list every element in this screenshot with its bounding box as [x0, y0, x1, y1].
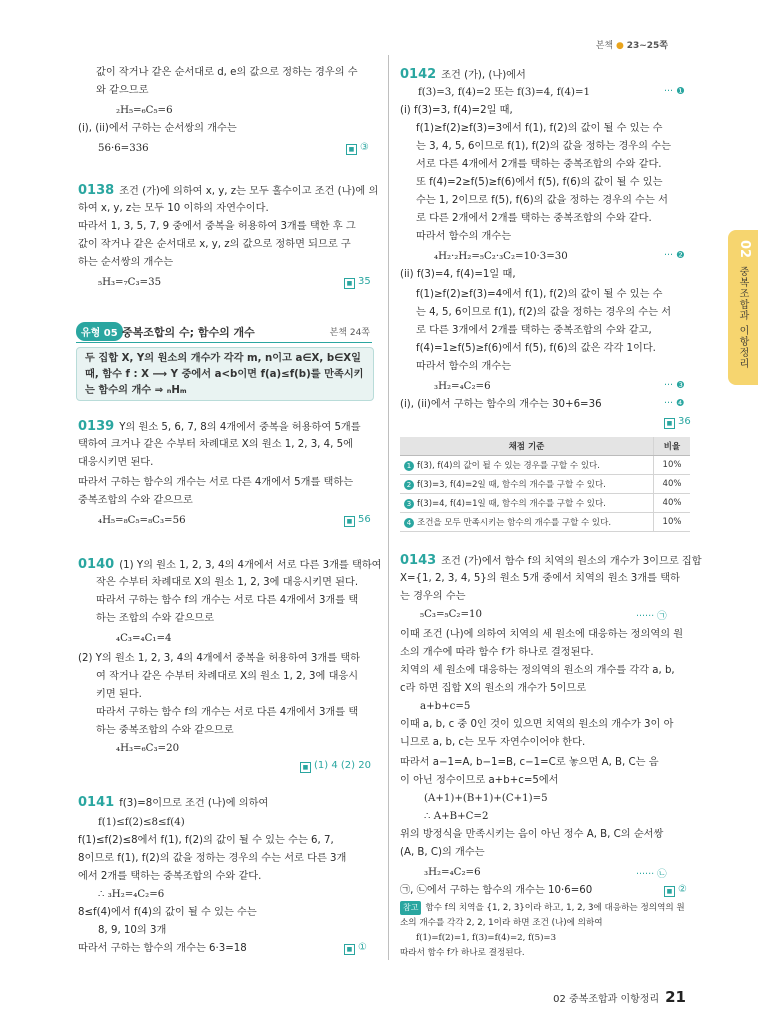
text-line: 조건 (가), (나)에서: [441, 70, 526, 81]
grading-criteria-text: f(3), f(4)의 값이 될 수 있는 경우를 구할 수 있다.: [417, 461, 600, 471]
text-line: 값이 작거나 같은 순서대로 x, y, z의 값으로 정하면 되므로 구: [78, 239, 351, 250]
problem-0138: [78, 184, 378, 199]
answer: [300, 760, 371, 773]
grading-header-criteria: 채점 기준: [400, 437, 654, 456]
answer-icon: ■: [344, 944, 355, 955]
step-marker: ······ ㉡: [636, 869, 667, 880]
note-line: 따라서 함수 f가 하나로 결정된다.: [400, 948, 525, 958]
grading-table: [400, 437, 690, 532]
footer-chapter: 02 중복조합과 이항정리: [553, 994, 660, 1005]
problem-0142: [400, 68, 526, 83]
problem-number: 0143: [400, 553, 437, 568]
text-line: 에서 2개를 택하는 중복조합의 수와 같다.: [78, 871, 262, 882]
type-header: [76, 322, 372, 340]
answer: [346, 142, 369, 155]
formula: (A+1)+(B+1)+(C+1)=5: [424, 793, 548, 804]
text-line: 대응시키면 된다.: [78, 457, 154, 468]
header-book-label: 본책: [595, 41, 614, 51]
text-line: (A, B, C)의 개수는: [400, 847, 485, 858]
text-line: 로 다른 2개에서 2개를 택하는 중복조합의 수와 같다.: [416, 213, 652, 224]
note-line: 소의 개수를 각각 2, 2, 1이라 하면 조건 (나)에 의하여: [400, 918, 603, 928]
text-line: 와 같으므로: [96, 85, 149, 96]
formula: f(3)=3, f(4)=2 또는 f(3)=4, f(4)=1: [418, 87, 590, 98]
grading-ratio: 10%: [654, 456, 691, 475]
text-line: 는 경우의 수는: [400, 591, 466, 602]
text-line: 니므로 a, b, c는 모두 자연수이어야 한다.: [400, 737, 586, 748]
step-marker: ··· ❶: [664, 86, 685, 97]
formula: ₄H₅=₈C₅=₈C₃=56: [98, 515, 186, 526]
formula: 56·6=336: [98, 143, 149, 154]
text-line: 작은 수부터 차례대로 X의 원소 1, 2, 3에 대응시키면 된다.: [96, 577, 359, 588]
text-line: 소의 개수에 따라 함수 f가 하나로 결정된다.: [400, 647, 594, 658]
grading-criteria-text: f(3)=3, f(4)=2일 때, 함수의 개수를 구할 수 있다.: [417, 480, 606, 490]
text-line: ㉠, ㉡에서 구하는 함수의 개수는 10·6=60: [400, 885, 593, 896]
text-line: 값이 작거나 같은 순서대로 d, e의 값으로 정하는 경우의 수: [96, 67, 358, 78]
text-line: f(4)=1≥f(5)≥f(6)에서 f(5), f(6)의 값은 각각 1이다.: [416, 343, 656, 354]
text-line: 는 4, 5, 6이므로 f(1), f(2)의 값을 정하는 경우의 수는 서: [416, 307, 672, 318]
text-line: 여 작거나 같은 수부터 차례대로 X의 원소 1, 2, 3에 대응시: [96, 671, 359, 682]
answer-value: ②: [678, 884, 687, 895]
problem-0141: [78, 796, 268, 811]
text-line: 따라서 a−1=A, b−1=B, c−1=C로 놓으면 A, B, C는 음: [400, 757, 659, 768]
table-row: [400, 456, 690, 475]
grading-criteria-text: 조건을 모두 만족시키는 함수의 개수를 구할 수 있다.: [417, 518, 612, 528]
grading-criteria: [400, 456, 654, 475]
formula: ₃H₂=₄C₂=6: [424, 867, 481, 878]
table-row: [400, 475, 690, 494]
text-line: 택하여 크거나 같은 수부터 차례대로 X의 원소 1, 2, 3, 4, 5에: [78, 439, 353, 450]
step-number-icon: 3: [404, 499, 414, 509]
text-line: 로 다른 3개에서 2개를 택하는 중복조합의 수와 같고,: [416, 325, 652, 336]
formula: ₄H₂·₂H₂=₅C₂·₃C₂=10·3=30: [434, 251, 568, 262]
text-line: X={1, 2, 3, 4, 5}의 원소 5개 중에서 치역의 원소 3개를 택하: [400, 573, 680, 584]
text-line: 따라서 함수의 개수는: [416, 361, 512, 372]
text-line: 따라서 함수의 개수는: [416, 231, 512, 242]
text-line: 따라서 구하는 함수의 개수는 6·3=18: [78, 943, 247, 954]
type-badge: 유형 05: [76, 322, 123, 341]
formula: ₅C₃=₅C₂=10: [420, 609, 482, 620]
text-line: 위의 방정식을 만족시키는 음이 아닌 정수 A, B, C의 순서쌍: [400, 829, 664, 840]
note-line: [400, 901, 685, 915]
problem-number: 0141: [78, 795, 115, 810]
grading-ratio: 40%: [654, 475, 691, 494]
formula: ∴ ₃H₂=₄C₂=6: [98, 889, 165, 900]
text-line: 수는 1, 2이므로 f(5), f(6)의 값을 정하는 경우의 수는 서: [416, 195, 668, 206]
text-line: Y의 원소 5, 6, 7, 8의 4개에서 중복을 허용하여 5개를: [119, 422, 361, 433]
note-text: 함수 f의 치역을 {1, 2, 3}이라 하고, 1, 2, 3에 대응하는 정의역의 원: [425, 903, 685, 913]
type-ref: 본책 24쪽: [329, 328, 370, 338]
text-line: 따라서 구하는 함수 f의 개수는 서로 다른 4개에서 3개를 택: [96, 707, 359, 718]
problem-number: 0140: [78, 557, 115, 572]
type-title: 중복조합의 수; 함수의 개수: [122, 326, 255, 339]
formula: ₄C₃=₄C₁=4: [116, 633, 172, 644]
text-line: (ii) f(3)=4, f(4)=1일 때,: [400, 269, 516, 280]
text-line: 조건 (가)에서 함수 f의 치역의 원소의 개수가 3이므로 집합: [441, 556, 702, 567]
answer: [664, 884, 687, 897]
text-line: 하는 중복조합의 수와 같으므로: [96, 725, 234, 736]
grading-criteria-text: f(3)=4, f(4)=1일 때, 함수의 개수를 구할 수 있다.: [417, 499, 606, 509]
text-line: 때, 함수 f : X ⟶ Y 중에서 a<b이면 f(a)≤f(b)를 만족시키: [85, 369, 364, 380]
page-number: 21: [665, 988, 686, 1006]
formula: a+b+c=5: [420, 701, 471, 712]
type-summary-box: [76, 347, 374, 401]
formula: ₂H₅=₆C₅=6: [116, 105, 173, 116]
answer-icon: ■: [346, 144, 357, 155]
step-marker: ··· ❸: [664, 380, 685, 391]
side-tab-title: 중복조합과 이항정리: [737, 266, 748, 370]
answer: [344, 276, 371, 289]
text-line: 키면 된다.: [96, 689, 142, 700]
answer-icon: ■: [344, 516, 355, 527]
problem-0143: [400, 554, 702, 569]
text-line: 는 3, 4, 5, 6이므로 f(1), f(2)의 값을 정하는 경우의 수는: [416, 141, 671, 152]
problem-number: 0142: [400, 67, 437, 82]
problem-number: 0139: [78, 419, 115, 434]
text-line: 이때 조건 (나)에 의하여 치역의 세 원소에 대응하는 정의역의 원: [400, 629, 684, 640]
type-underline: [76, 342, 372, 343]
header-pages: 23~25쪽: [626, 41, 668, 51]
formula: ₅H₃=₇C₃=35: [98, 277, 162, 288]
header-dot-icon: ●: [615, 41, 624, 51]
side-tab-number: 02: [737, 240, 752, 259]
text-line: (i) f(3)=3, f(4)=2일 때,: [400, 105, 513, 116]
text-line: 따라서 1, 3, 5, 7, 9 중에서 중복을 허용하여 3개를 택한 후 그: [78, 221, 356, 232]
answer-value: 35: [358, 276, 371, 287]
text-line: 치역의 세 원소에 대응하는 정의역의 원소의 개수를 각각 a, b,: [400, 665, 675, 676]
text-line: 따라서 구하는 함수의 개수는 서로 다른 4개에서 5개를 택하는: [78, 477, 354, 488]
note-tag: 참고: [400, 901, 421, 915]
text-line: f(1)≥f(2)≥f(3)=3에서 f(1), f(2)의 값이 될 수 있는 수: [416, 123, 663, 134]
grading-ratio: 10%: [654, 513, 691, 532]
table-row: [400, 513, 690, 532]
text-line: f(3)=8이므로 조건 (나)에 의하여: [119, 798, 269, 809]
answer-value: 36: [678, 416, 691, 427]
text-line: (1) Y의 원소 1, 2, 3, 4의 4개에서 서로 다른 3개를 택하여: [119, 560, 382, 571]
step-marker: ······ ㉠: [636, 611, 667, 622]
grading-header: [400, 437, 690, 456]
step-marker: ··· ❷: [664, 250, 685, 261]
text-line: 두 집합 X, Y의 원소의 개수가 각각 m, n이고 a∈X, b∈X일: [85, 353, 361, 364]
table-row: [400, 494, 690, 513]
note-formula: f(1)=f(2)=1, f(3)=f(4)=2, f(5)=3: [416, 933, 557, 943]
text-line: 조건 (가)에 의하여 x, y, z는 모두 홀수이고 조건 (나)에 의: [119, 186, 379, 197]
problem-0140: [78, 558, 382, 573]
text-line: 하는 순서쌍의 개수는: [78, 257, 174, 268]
text-line: 는 함수의 개수 ⇒ ₙHₘ: [85, 385, 187, 396]
answer-value: ③: [360, 142, 369, 153]
text-line: 서로 다른 4개에서 2개를 택하는 중복조합의 수와 같다.: [416, 159, 662, 170]
formula: ₃H₂=₄C₂=6: [434, 381, 491, 392]
formula: ∴ A+B+C=2: [424, 811, 489, 822]
answer-icon: ■: [664, 886, 675, 897]
answer-icon: ■: [664, 418, 675, 429]
answer: [344, 514, 371, 527]
text-line: f(1)≤f(2)≤8에서 f(1), f(2)의 값이 될 수 있는 수는 6, 7,: [78, 835, 334, 846]
text-line: 8≤f(4)에서 f(4)의 값이 될 수 있는 수는: [78, 907, 257, 918]
column-divider: [388, 55, 389, 960]
formula: f(1)≤f(2)≤8≤f(4): [98, 817, 185, 828]
grading-criteria: [400, 475, 654, 494]
answer-value: 56: [358, 514, 371, 525]
answer: [664, 416, 691, 429]
text-line: 8, 9, 10의 3개: [98, 925, 167, 936]
answer-value: (1) 4 (2) 20: [314, 760, 371, 771]
text-line: 하여 x, y, z는 모두 10 이하의 자연수이다.: [78, 203, 269, 214]
step-number-icon: 4: [404, 518, 414, 528]
answer: [344, 942, 367, 955]
text-line: c라 하면 집합 X의 원소의 개수가 5이므로: [400, 683, 587, 694]
answer-icon: ■: [344, 278, 355, 289]
text-line: f(1)≥f(2)≥f(3)=4에서 f(1), f(2)의 값이 될 수 있는 수: [416, 289, 663, 300]
text-line: 이때 a, b, c 중 0인 것이 있으면 치역의 원소의 개수가 3이 아: [400, 719, 674, 730]
grading-header-ratio: 비율: [654, 437, 691, 456]
text-line: 이 아닌 정수이므로 a+b+c=5에서: [400, 775, 559, 786]
problem-0139: [78, 420, 361, 435]
step-marker: ··· ❹: [664, 398, 685, 409]
text-line: 하는 조합의 수와 같으므로: [96, 613, 214, 624]
text-line: 8이므로 f(1), f(2)의 값을 정하는 경우의 수는 서로 다른 3개: [78, 853, 347, 864]
text-line: 중복조합의 수와 같으므로: [78, 495, 193, 506]
text-line: 따라서 구하는 함수 f의 개수는 서로 다른 4개에서 3개를 택: [96, 595, 359, 606]
text-line: 또 f(4)=2≥f(5)≥f(6)에서 f(5), f(6)의 값이 될 수 있는: [416, 177, 663, 188]
grading-criteria: [400, 494, 654, 513]
grading-ratio: 40%: [654, 494, 691, 513]
problem-number: 0138: [78, 183, 115, 198]
text-line: (i), (ii)에서 구하는 순서쌍의 개수는: [78, 123, 237, 134]
answer-icon: ■: [300, 762, 311, 773]
page-footer: [553, 988, 686, 1006]
formula: ₄H₃=₆C₃=20: [116, 743, 180, 754]
step-number-icon: 1: [404, 461, 414, 471]
grading-criteria: [400, 513, 654, 532]
step-number-icon: 2: [404, 480, 414, 490]
text-line: (2) Y의 원소 1, 2, 3, 4의 4개에서 중복을 허용하여 3개를 택하: [78, 653, 361, 664]
page-header: [596, 38, 668, 51]
text-line: (i), (ii)에서 구하는 함수의 개수는 30+6=36: [400, 399, 602, 410]
answer-value: ①: [358, 942, 367, 953]
